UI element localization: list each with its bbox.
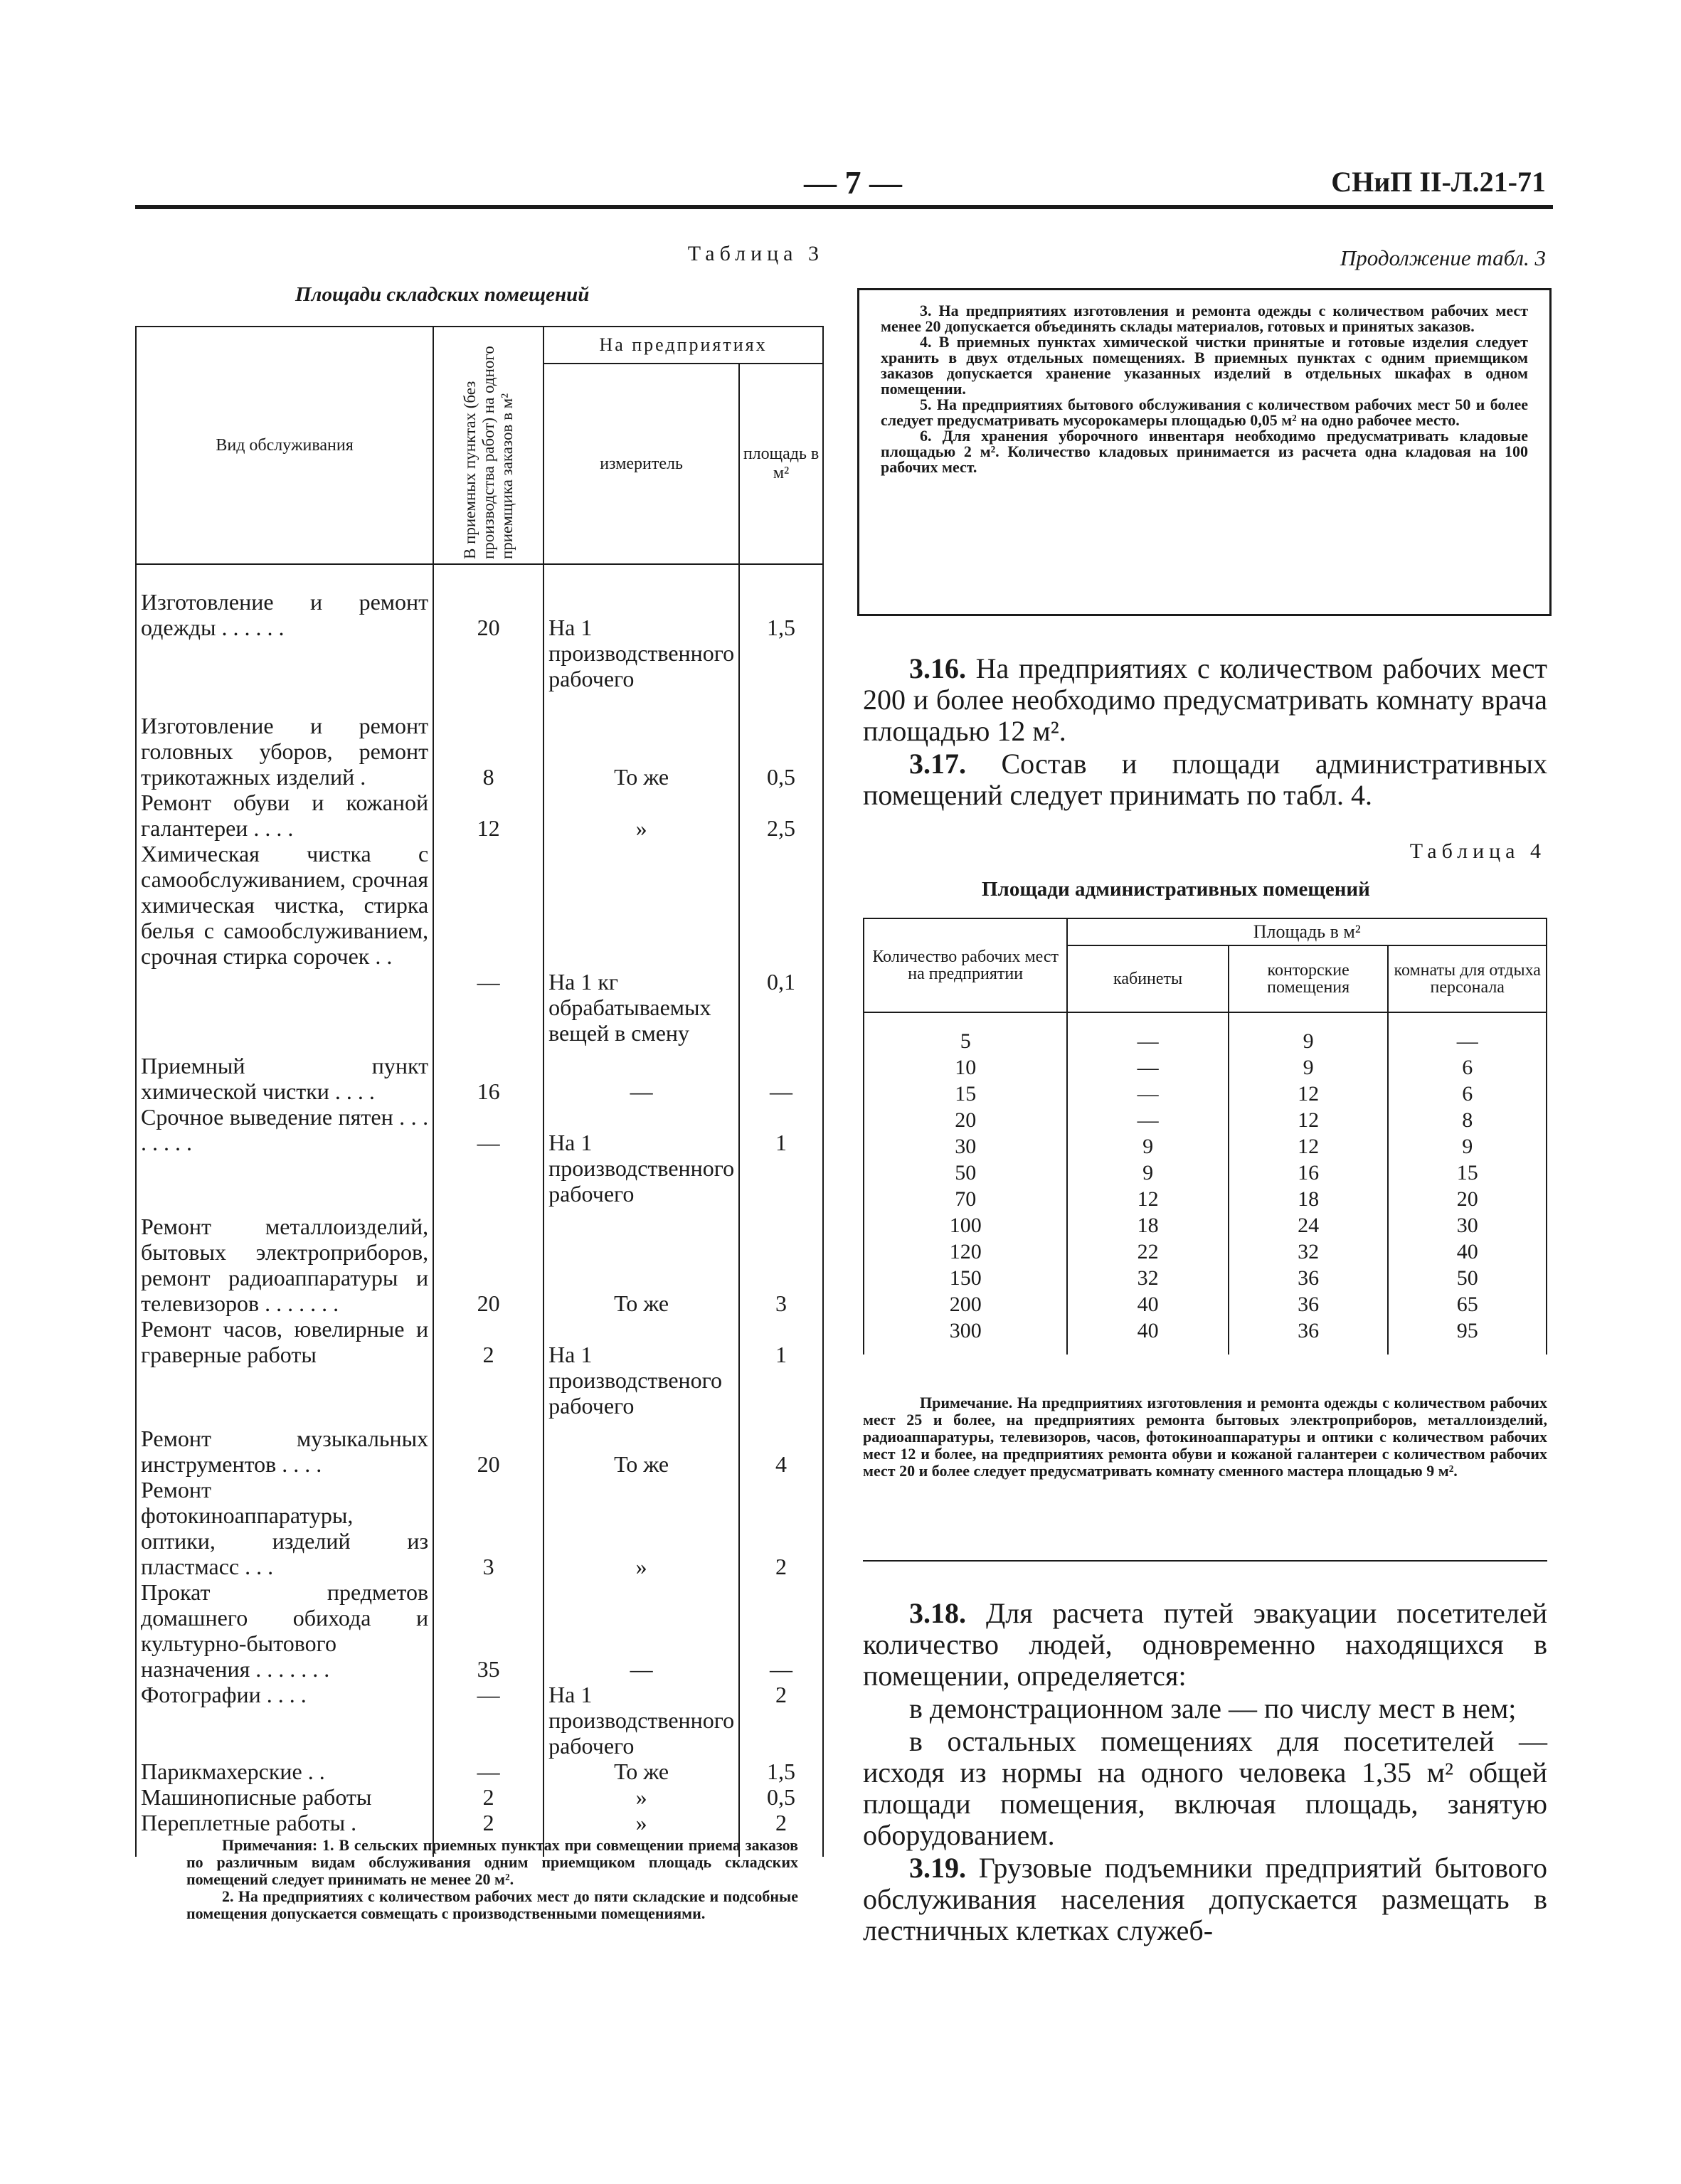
table4-cell: 18: [1229, 1186, 1389, 1212]
table3-cell-area: 1,5: [739, 1759, 823, 1784]
table-row: [864, 1186, 1547, 1212]
table4-cell: 95: [1388, 1318, 1547, 1355]
table4-cell: 36: [1229, 1291, 1389, 1318]
table3-caption: Таблица 3: [687, 242, 824, 265]
table-row: [136, 1207, 823, 1316]
table-row: [864, 1081, 1547, 1107]
table4-note-text: Примечание. На предприятиях изготовления и ремонта одежды с количеством рабочих мест 25 и более, на предприятиях ремонта бытовых электроприборов, металлоизделий, радиоаппаратуры, телевизоров, часов, фотокиноаппаратуры и оптики с количеством рабочих мест 12 и более, на предприятиях ремонта обуви и кожаной галантереи с количеством рабочих мест 20 и более следует предусматривать комнату сменного мастера площадью 9 м².: [863, 1394, 1547, 1480]
table-row: [864, 1239, 1547, 1265]
table3-cell-reception: —: [433, 1104, 543, 1207]
table3-cell-area: —: [739, 1579, 823, 1682]
table4-cell: 6: [1388, 1081, 1547, 1107]
table4-header-clerical: конторские помещения: [1229, 945, 1389, 1012]
table3-cell-name: Прокат предметов домашнего обихода и культурно-бытового назначения . . . . . . .: [136, 1579, 433, 1682]
table4-cell: 9: [1067, 1160, 1228, 1186]
table3-header-enterprises: На предприятиях: [543, 327, 823, 364]
table4-cell: 20: [864, 1107, 1067, 1133]
table3-cell-name: Химическая чистка с самообслуживанием, срочная химическая чистка, стирка белья с самообслуживанием, срочная стирка сорочек . .: [136, 841, 433, 1046]
table4-cell: 32: [1229, 1239, 1389, 1265]
table-row: [136, 1046, 823, 1104]
table4-cell: —: [1067, 1081, 1228, 1107]
table4-header-area: Площадь в м²: [1067, 918, 1547, 945]
table3-cell-reception: 20: [433, 1207, 543, 1316]
table4-bottom-rule: [863, 1560, 1547, 1562]
table4-cell: 20: [1388, 1186, 1547, 1212]
table4-cell: 150: [864, 1265, 1067, 1291]
table3-cell-unit: То же: [543, 691, 739, 790]
table4-cell: 30: [1388, 1212, 1547, 1239]
table-row: [136, 1784, 823, 1810]
table3-cell-name: Срочное выведение пятен . . . . . . . .: [136, 1104, 433, 1207]
table4-cell: 120: [864, 1239, 1067, 1265]
continuation-box: [857, 288, 1552, 616]
table-row: [136, 1579, 823, 1682]
table3-cell-reception: —: [433, 1759, 543, 1784]
table3-cell-area: 2,5: [739, 790, 823, 841]
table3-cell-area: 0,1: [739, 841, 823, 1046]
table3-header-reception: В приемных пунктах (без производства работ) на одного приемщика заказов в м²: [433, 327, 543, 564]
table4-cell: 15: [864, 1081, 1067, 1107]
table-row: [864, 1012, 1547, 1054]
table3-cell-unit: На 1 производственного рабочего: [543, 1682, 739, 1759]
header-rule: [135, 205, 1553, 209]
paragraph-3-18-item-1: в демонстрационном зале — по числу мест в нем;: [909, 1692, 1517, 1724]
table4-cell: 6: [1388, 1054, 1547, 1081]
table3-cell-name: Переплетные работы .: [136, 1810, 433, 1857]
continuation-caption: Продолжение табл. 3: [1340, 245, 1546, 270]
table4-cell: —: [1067, 1012, 1228, 1054]
table4-note: [863, 1394, 1547, 1480]
table3-cell-unit: —: [543, 1046, 739, 1104]
table4-cell: 200: [864, 1291, 1067, 1318]
table-row: [136, 1682, 823, 1759]
paragraph-3-19: 3.19. Грузовые подъемники предприятий бытового обслуживания населения допускается размещать в лестничных клетках служеб-: [863, 1852, 1548, 1946]
table3-note-2: 2. На предприятиях с количеством рабочих мест до пяти складские и подсобные помещения допускается совмещать с производственными помещениями.: [186, 1887, 798, 1922]
table4-cell: 65: [1388, 1291, 1547, 1318]
table3-note-1: Примечания: 1. В сельских приемных пунктах при совмещении приема заказов по различным видам обслуживания одним приемщиком площадь складских помещений следует принимать не менее 20 м².: [186, 1836, 798, 1888]
table4-cell: 32: [1067, 1265, 1228, 1291]
table3-header-service: Вид обслуживания: [136, 327, 433, 564]
table3-cell-reception: 35: [433, 1579, 543, 1682]
table3-cell-reception: 16: [433, 1046, 543, 1104]
table4-title: Площади административных помещений: [982, 878, 1370, 901]
table-row: [864, 1318, 1547, 1355]
table-row: [136, 691, 823, 790]
table3-cell-unit: »: [543, 1810, 739, 1857]
table-row: [864, 1054, 1547, 1081]
table3-cell-reception: 3: [433, 1477, 543, 1579]
table4-cell: 12: [1229, 1133, 1389, 1160]
table-row: [136, 1104, 823, 1207]
table3-cell-area: —: [739, 1046, 823, 1104]
section-3-18-19: [863, 1598, 1547, 1948]
table4-cell: —: [1067, 1054, 1228, 1081]
table3-cell-reception: —: [433, 1682, 543, 1759]
page-number: — 7 —: [804, 164, 902, 201]
table3-cell-area: 0,5: [739, 1784, 823, 1810]
table3-cell-unit: На 1 кг обрабатываемых вещей в смену: [543, 841, 739, 1046]
table3-cell-unit: На 1 производственного рабочего: [543, 1104, 739, 1207]
table3-cell-reception: 20: [433, 564, 543, 691]
table3-cell-reception: 2: [433, 1810, 543, 1857]
table-row: [136, 1316, 823, 1419]
table3-cell-unit: То же: [543, 1419, 739, 1477]
table3-cell-reception: 2: [433, 1316, 543, 1419]
document-id: СНиП II-Л.21-71: [1331, 166, 1546, 198]
table3-cell-area: 2: [739, 1682, 823, 1759]
table3-cell-unit: »: [543, 1784, 739, 1810]
table4-cell: 40: [1067, 1318, 1228, 1355]
table3-title: Площади складских помещений: [295, 283, 590, 306]
table4-cell: 24: [1229, 1212, 1389, 1239]
table3-cell-name: Ремонт фотокиноаппаратуры, оптики, изделий из пластмасс . . .: [136, 1477, 433, 1579]
table3-cell-name: Приемный пункт химической чистки . . . .: [136, 1046, 433, 1104]
table3-cell-unit: »: [543, 790, 739, 841]
table3-cell-name: Изготовление и ремонт одежды . . . . . .: [136, 564, 433, 691]
table4-cell: 8: [1388, 1107, 1547, 1133]
table4-cell: 40: [1067, 1291, 1228, 1318]
table3-cell-name: Ремонт часов, ювелирные и граверные работы: [136, 1316, 433, 1419]
table4-caption: Таблица 4: [1409, 839, 1546, 863]
table3-cell-name: Ремонт обуви и кожаной галантереи . . . .: [136, 790, 433, 841]
table3-cell-reception: 12: [433, 790, 543, 841]
table4-header-rest: комнаты для отдыха персонала: [1388, 945, 1547, 1012]
table4-cell: —: [1067, 1107, 1228, 1133]
table4-cell: 100: [864, 1212, 1067, 1239]
paragraph-3-16: 3.16. На предприятиях с количеством рабочих мест 200 и более необходимо предусматривать комнату врача площадью 12 м².: [863, 652, 1547, 747]
table3-cell-name: Изготовление и ремонт головных уборов, ремонт трикотажных изделий .: [136, 691, 433, 790]
table3-cell-area: 0,5: [739, 691, 823, 790]
table-row: [136, 790, 823, 841]
table3-notes: [186, 1837, 798, 1922]
table3-cell-reception: —: [433, 841, 543, 1046]
table4-cell: 5: [864, 1012, 1067, 1054]
table4-cell: 70: [864, 1186, 1067, 1212]
table-row: [136, 1759, 823, 1784]
table-row: [864, 1291, 1547, 1318]
table3-cell-name: Фотографии . . . .: [136, 1682, 433, 1759]
table-row: [864, 1265, 1547, 1291]
table3-cell-area: 2: [739, 1477, 823, 1579]
table4-cell: 22: [1067, 1239, 1228, 1265]
table3-cell-unit: То же: [543, 1759, 739, 1784]
table-row: [136, 1477, 823, 1579]
table4-cell: 9: [1388, 1133, 1547, 1160]
table3-cell-name: Машинописные работы: [136, 1784, 433, 1810]
table4-cell: 10: [864, 1054, 1067, 1081]
table4-cell: 40: [1388, 1239, 1547, 1265]
table4-header-count: Количество рабочих мест на предприятии: [864, 918, 1067, 1012]
table-row: [864, 1212, 1547, 1239]
table3-cell-area: 4: [739, 1419, 823, 1477]
table3-cell-unit: На 1 производственного рабочего: [543, 564, 739, 691]
table4-cell: 50: [864, 1160, 1067, 1186]
table3-cell-name: Ремонт металлоизделий, бытовых электроприборов, ремонт радиоаппаратуры и телевизоров . . . . . . .: [136, 1207, 433, 1316]
table3-cell-name: Ремонт музыкальных инструментов . . . .: [136, 1419, 433, 1477]
paragraph-3-18: 3.18. Для расчета путей эвакуации посетителей количество людей, одновременно находящихся в помещении, определяется:: [863, 1597, 1547, 1692]
table4-cell: 12: [1067, 1186, 1228, 1212]
table4-cell: —: [1388, 1012, 1547, 1054]
table3-cell-area: 3: [739, 1207, 823, 1316]
table4-cell: 36: [1229, 1318, 1389, 1355]
table4-cell: 9: [1229, 1054, 1389, 1081]
table4-cell: 16: [1229, 1160, 1389, 1186]
continuation-note-3: 3. На предприятиях изготовления и ремонта одежды с количеством рабочих мест менее 20 допускается объединять склады материалов, готовых и принятых заказов.: [881, 302, 1528, 335]
table4-cell: 15: [1388, 1160, 1547, 1186]
table4-cell: 36: [1229, 1265, 1389, 1291]
table3-cell-unit: То же: [543, 1207, 739, 1316]
table4-cell: 18: [1067, 1212, 1228, 1239]
table3-cell-reception: 2: [433, 1784, 543, 1810]
table-row: [136, 1419, 823, 1477]
table3-cell-reception: 20: [433, 1419, 543, 1477]
table3-header-area: площадь в м²: [739, 364, 823, 564]
table3-cell-area: 1: [739, 1316, 823, 1419]
table4: [863, 918, 1547, 1355]
table4-cell: 12: [1229, 1081, 1389, 1107]
table-row: [864, 1160, 1547, 1186]
section-3-16-17: [863, 653, 1547, 812]
continuation-note-4: 4. В приемных пунктах химической чистки принятые и готовые изделия следует хранить в двух отдельных помещениях. В приемных пунктах с одним приемщиком заказов допускается хранение указанных изделий в отдельных шкафах в одном помещении.: [881, 333, 1528, 398]
table-row: [864, 1107, 1547, 1133]
table3-cell-unit: —: [543, 1579, 739, 1682]
table3-cell-area: 2: [739, 1810, 823, 1857]
table3-cell-unit: »: [543, 1477, 739, 1579]
table-row: [864, 1133, 1547, 1160]
table-row: [136, 841, 823, 1046]
table4-cell: 12: [1229, 1107, 1389, 1133]
table4-header-offices: кабинеты: [1067, 945, 1228, 1012]
continuation-note-6: 6. Для хранения уборочного инвентаря необходимо предусматривать кладовые площадью 2 м². Количество кладовых принимается из расчета одна кладовая на 100 рабочих мест.: [881, 427, 1528, 476]
paragraph-3-18-item-2: в остальных помещениях для посетителей — исходя из нормы на одного человека 1,35 м² общей площади помещения, включая площадь, занятую оборудованием.: [863, 1725, 1547, 1851]
table4-cell: 30: [864, 1133, 1067, 1160]
table3: [135, 326, 824, 1857]
table3-header-unit: измеритель: [543, 364, 739, 564]
table3-cell-unit: На 1 производственого рабочего: [543, 1316, 739, 1419]
continuation-note-5: 5. На предприятиях бытового обслуживания с количеством рабочих мест 50 и более следует предусматривать мусорокамеры площадью 0,05 м² на одно рабочее место.: [881, 396, 1528, 429]
table4-cell: 300: [864, 1318, 1067, 1355]
table3-cell-area: 1,5: [739, 564, 823, 691]
table3-cell-reception: 8: [433, 691, 543, 790]
paragraph-3-17: 3.17. Состав и площади административных помещений следует принимать по табл. 4.: [863, 748, 1547, 811]
table3-cell-name: Парикмахерские . .: [136, 1759, 433, 1784]
table4-cell: 9: [1229, 1012, 1389, 1054]
table4-cell: 50: [1388, 1265, 1547, 1291]
table4-cell: 9: [1067, 1133, 1228, 1160]
table-row: [136, 564, 823, 691]
table3-cell-area: 1: [739, 1104, 823, 1207]
